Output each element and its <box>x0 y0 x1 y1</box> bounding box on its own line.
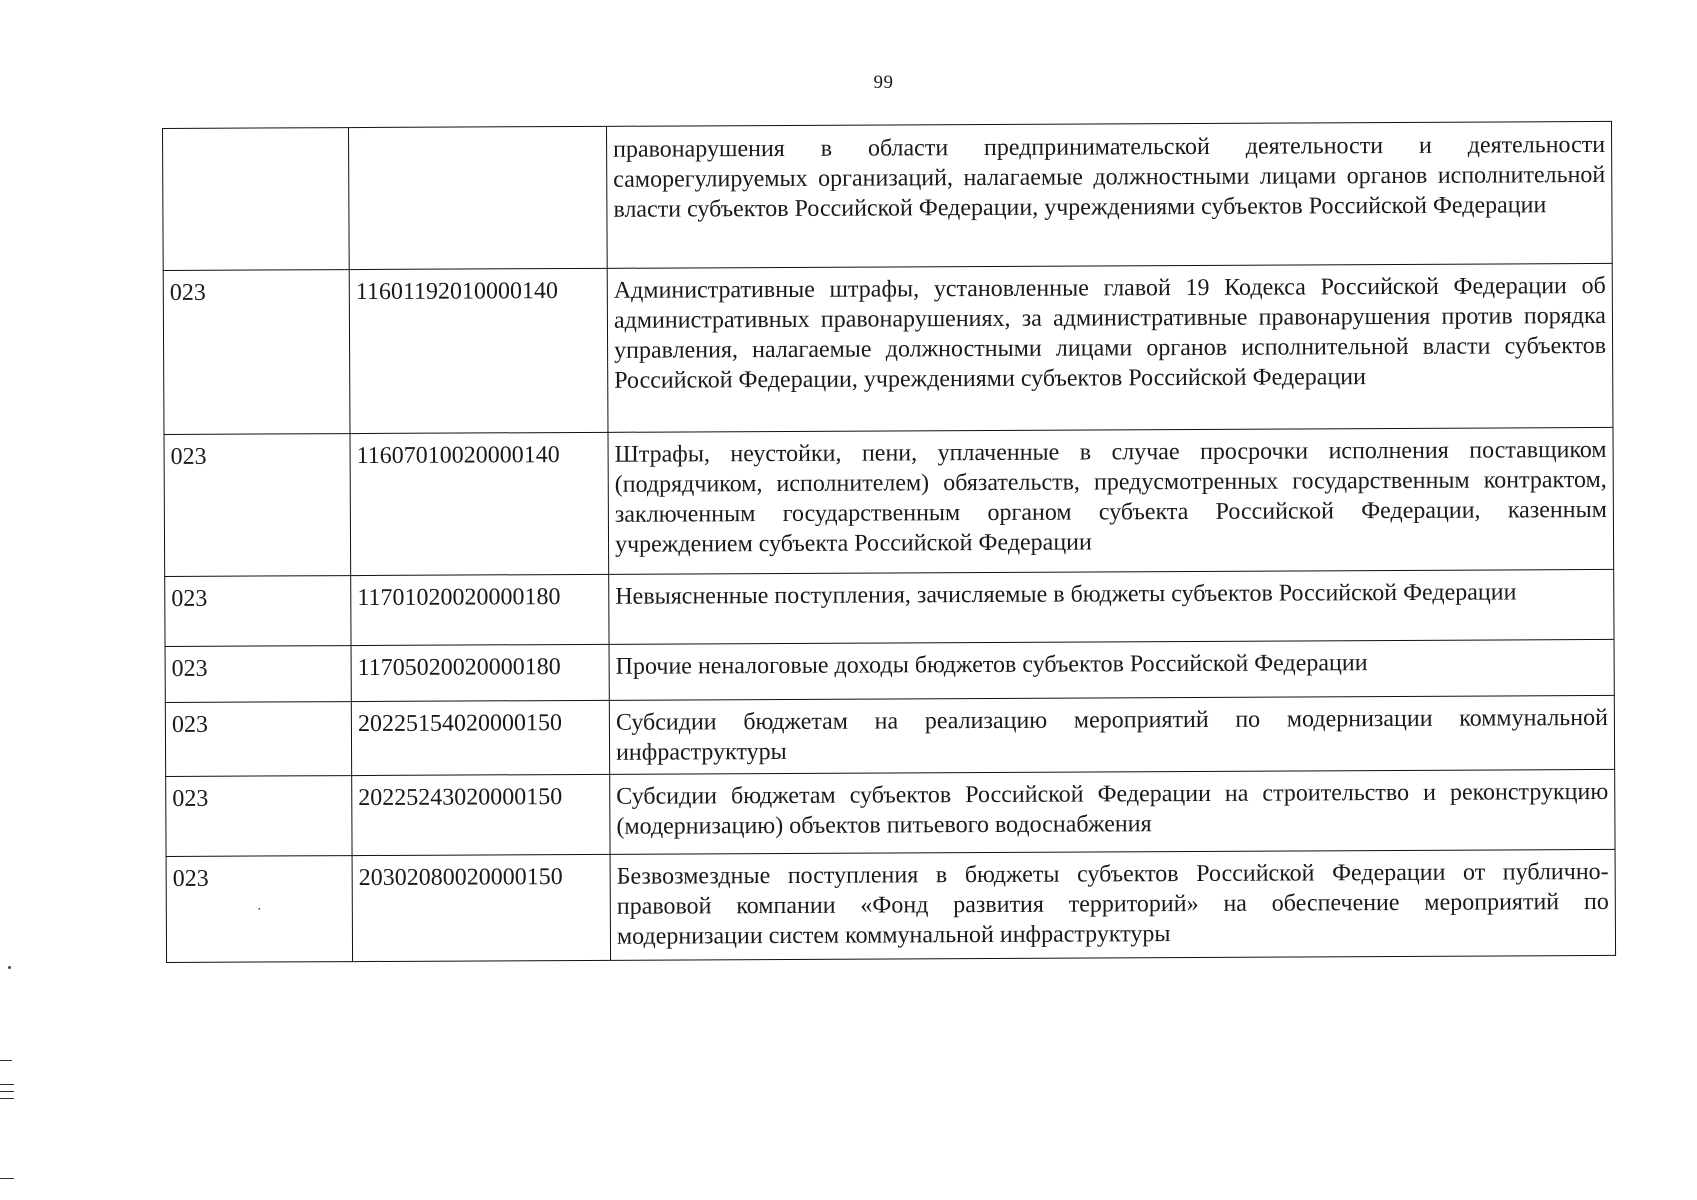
scan-margin-mark <box>0 1060 12 1061</box>
table-row <box>163 121 1613 270</box>
admin-code-text: 023 <box>172 865 209 892</box>
budget-code-cell: 11705020020000180 <box>351 644 609 701</box>
scan-margin-mark <box>0 1178 14 1179</box>
income-description-cell: Штрафы, неустойки, пени, уплаченные в случае просрочки исполнения поставщиком (подрядчиком, исполнителем) обязательств, предусмотренных государственным контрактом, заключенным государственным органом субъекта Российской Федерации, казенным учреждением субъекта Российской Федерации <box>608 427 1614 574</box>
admin-code-cell: 023 <box>165 576 351 647</box>
page-number: 99 <box>873 72 894 93</box>
income-description-cell: Субсидии бюджетам субъектов Российской Федерации на строительство и реконструкцию (модернизацию) объектов питьевого водоснабжения <box>610 769 1615 854</box>
income-description-cell: Прочие неналоговые доходы бюджетов субъектов Российской Федерации <box>609 639 1614 700</box>
scan-margin-speck <box>8 966 11 969</box>
table-row <box>163 263 1613 434</box>
budget-code-cell: 11701020020000180 <box>351 574 609 645</box>
admin-code-cell <box>163 128 350 271</box>
revenue-codes-table <box>162 121 1616 963</box>
revenue-codes-table-wrapper <box>162 121 1616 963</box>
budget-code-cell <box>349 126 608 269</box>
table-row <box>165 569 1614 646</box>
table-row <box>165 639 1614 702</box>
admin-code-cell: 023 <box>165 702 351 777</box>
admin-code-cell: 023 <box>166 776 352 857</box>
admin-code-cell: 023 <box>164 434 351 577</box>
admin-code-cell: 023 <box>165 646 351 703</box>
table-row <box>165 695 1614 776</box>
table-row <box>166 849 1616 962</box>
income-description-cell: Безвозмездные поступления в бюджеты субъектов Российской Федерации от публично-правовой компании «Фонд развития территорий» на обеспечение мероприятий по модернизации систем коммунальной инфраструктуры <box>610 849 1616 960</box>
scan-speck: · <box>256 902 262 918</box>
income-description-cell: Невыясненные поступления, зачисляемые в бюджеты субъектов Российской Федерации <box>609 569 1614 644</box>
budget-code-cell: 20302080020000150 <box>352 854 611 961</box>
income-description-cell: Субсидии бюджетам на реализацию мероприятий по модернизации коммунальной инфраструктуры <box>609 695 1614 774</box>
budget-code-cell: 20225154020000150 <box>351 700 609 775</box>
scan-margin-mark <box>0 1084 14 1085</box>
table-row <box>166 769 1615 856</box>
scan-margin-mark <box>0 1091 14 1092</box>
admin-code-cell <box>166 856 353 963</box>
budget-code-cell: 11601192010000140 <box>349 268 608 433</box>
scan-margin-mark <box>0 1098 14 1099</box>
budget-code-cell: 20225243020000150 <box>352 774 610 855</box>
budget-code-cell: 11607010020000140 <box>350 432 609 575</box>
table-row <box>164 427 1614 576</box>
income-description-cell: правонарушения в области предпринимательской деятельности и деятельности саморегулируемых организаций, налагаемые должностными лицами органов исполнительной власти субъектов Российской Федерации, учреждениями субъектов Российской Федерации <box>606 121 1612 268</box>
admin-code-cell: 023 <box>163 270 350 435</box>
income-description-cell: Административные штрафы, установленные главой 19 Кодекса Российской Федерации об административных правонарушениях, за административные правонарушения против порядка управления, налагаемые должностными лицами органов исполнительной власти субъектов Российской Федерации, учреждениями субъектов Российской Федерации <box>607 263 1613 432</box>
